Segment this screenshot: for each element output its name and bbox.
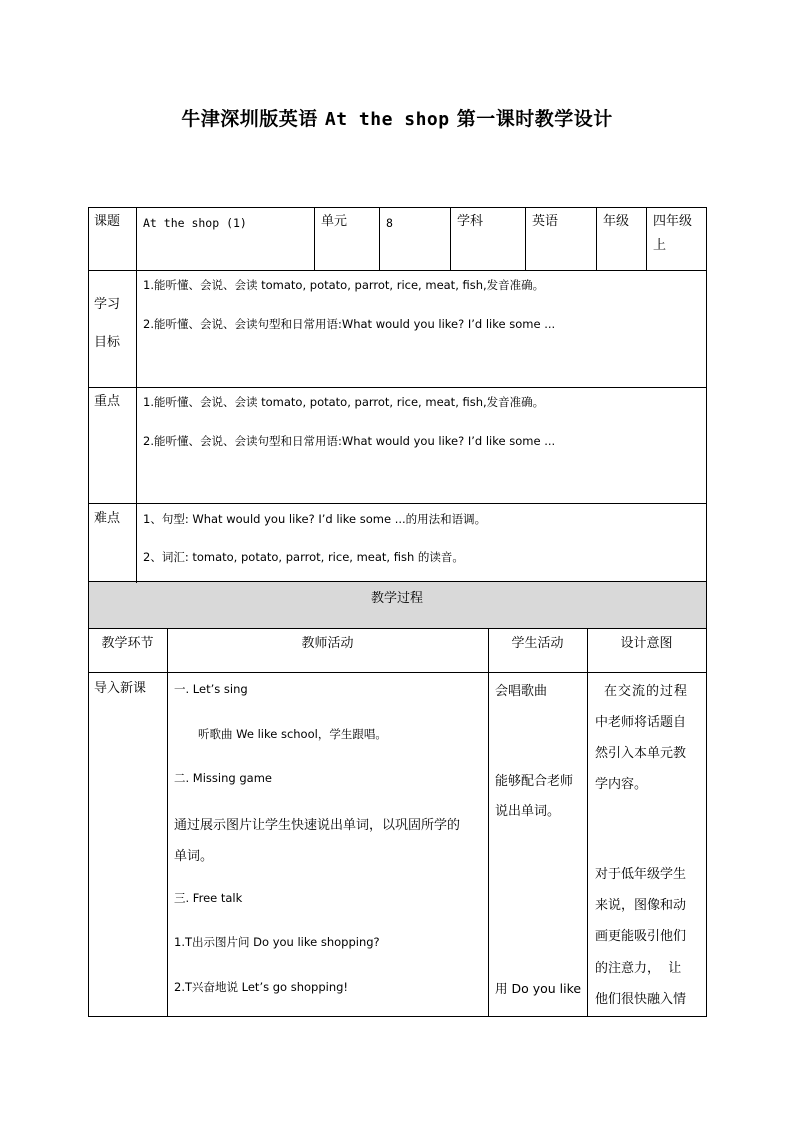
teacher-line: 1.T出示图片问 Do you like shopping? bbox=[174, 935, 380, 949]
intent-line: 在交流的过程 bbox=[604, 684, 689, 699]
column-header-intent: 设计意图 bbox=[620, 636, 673, 651]
table-rule bbox=[587, 628, 588, 1017]
table-border-top bbox=[88, 207, 707, 208]
subject-label: 学科 bbox=[457, 214, 484, 229]
table-rule bbox=[167, 628, 168, 1017]
intent-line: 中老师将话题自 bbox=[595, 715, 687, 730]
column-header-teacher: 教师活动 bbox=[301, 636, 354, 651]
grade-label: 年级 bbox=[603, 214, 630, 229]
intent-line: 然引入本单元教 bbox=[595, 746, 687, 761]
table-rule bbox=[596, 207, 597, 271]
topic-value: At the shop (1) bbox=[143, 216, 247, 230]
unit-label: 单元 bbox=[321, 214, 348, 229]
student-line: 会唱歌曲 bbox=[495, 684, 548, 699]
subject-value: 英语 bbox=[532, 214, 559, 229]
unit-value: 8 bbox=[386, 216, 393, 230]
grade-value-line2: 上 bbox=[653, 238, 667, 253]
table-rule bbox=[136, 207, 137, 583]
intent-line: 来说，图像和动 bbox=[595, 898, 687, 913]
table-rule bbox=[88, 672, 707, 673]
teacher-line: 三. Free talk bbox=[174, 891, 243, 905]
intent-line: 画更能吸引他们 bbox=[595, 929, 687, 944]
student-line: 说出单词。 bbox=[495, 804, 561, 819]
table-rule bbox=[88, 581, 707, 582]
grade-value-line1: 四年级 bbox=[653, 214, 693, 229]
table-border-right bbox=[706, 207, 707, 1017]
key-point-item: 1.能听懂、会说、会读 tomato, potato, parrot, rice, meat, fish,发音准确。 bbox=[143, 395, 545, 409]
title-english: At the shop bbox=[324, 109, 450, 130]
teacher-line: 通过展示图片让学生快速说出单词，以巩固所学的 bbox=[174, 818, 461, 833]
table-rule bbox=[88, 387, 707, 388]
title-suffix: 第一课时教学设计 bbox=[456, 108, 613, 130]
teacher-line: 单词。 bbox=[174, 849, 214, 864]
difficulties-label: 难点 bbox=[94, 511, 121, 526]
topic-label: 课题 bbox=[94, 214, 121, 229]
table-rule bbox=[314, 207, 315, 271]
table-rule bbox=[525, 207, 526, 271]
table-rule bbox=[646, 207, 647, 271]
table-border-bottom bbox=[88, 1016, 707, 1017]
objectives-label-line2: 目标 bbox=[94, 335, 121, 350]
key-points-label: 重点 bbox=[94, 394, 121, 409]
table-border-left bbox=[88, 207, 89, 1017]
difficulty-item: 2、词汇: tomato, potato, parrot, rice, meat, fish 的读音。 bbox=[143, 550, 464, 564]
table-rule bbox=[379, 207, 380, 271]
key-point-item: 2.能听懂、会说、会读句型和日常用语:What would you like? I’d like some ... bbox=[143, 434, 556, 448]
intent-line: 的注意力， 让 bbox=[595, 961, 682, 976]
table-rule bbox=[488, 628, 489, 1017]
intent-line: 对于低年级学生 bbox=[595, 867, 687, 882]
objectives-label-line1: 学习 bbox=[94, 297, 121, 312]
teacher-line: 二. Missing game bbox=[174, 771, 272, 785]
column-header-stage: 教学环节 bbox=[101, 636, 154, 651]
intent-line: 学内容。 bbox=[595, 777, 648, 792]
difficulty-item: 1、句型: What would you like? I’d like some ...的用法和语调。 bbox=[143, 512, 487, 526]
table-rule bbox=[88, 628, 707, 629]
process-header: 教学过程 bbox=[370, 591, 423, 606]
table-rule bbox=[88, 503, 707, 504]
column-header-student: 学生活动 bbox=[511, 636, 564, 651]
document-title bbox=[0, 104, 794, 131]
teacher-line: 一. Let’s sing bbox=[174, 682, 248, 696]
title-prefix: 牛津深圳版英语 bbox=[181, 108, 318, 130]
table-rule bbox=[450, 207, 451, 271]
student-line: 用 Do you like bbox=[495, 981, 582, 996]
student-line: 能够配合老师 bbox=[495, 774, 574, 789]
stage-name: 导入新课 bbox=[94, 681, 147, 696]
intent-line: 他们很快融入情 bbox=[595, 992, 687, 1007]
table-rule bbox=[88, 270, 707, 271]
teacher-line: 听歌曲 We like school，学生跟唱。 bbox=[198, 727, 387, 741]
objective-item: 1.能听懂、会说、会读 tomato, potato, parrot, rice, meat, fish,发音准确。 bbox=[143, 278, 545, 292]
teacher-line: 2.T兴奋地说 Let’s go shopping! bbox=[174, 980, 349, 994]
objective-item: 2.能听懂、会说、会读句型和日常用语:What would you like? I’d like some ... bbox=[143, 317, 556, 331]
